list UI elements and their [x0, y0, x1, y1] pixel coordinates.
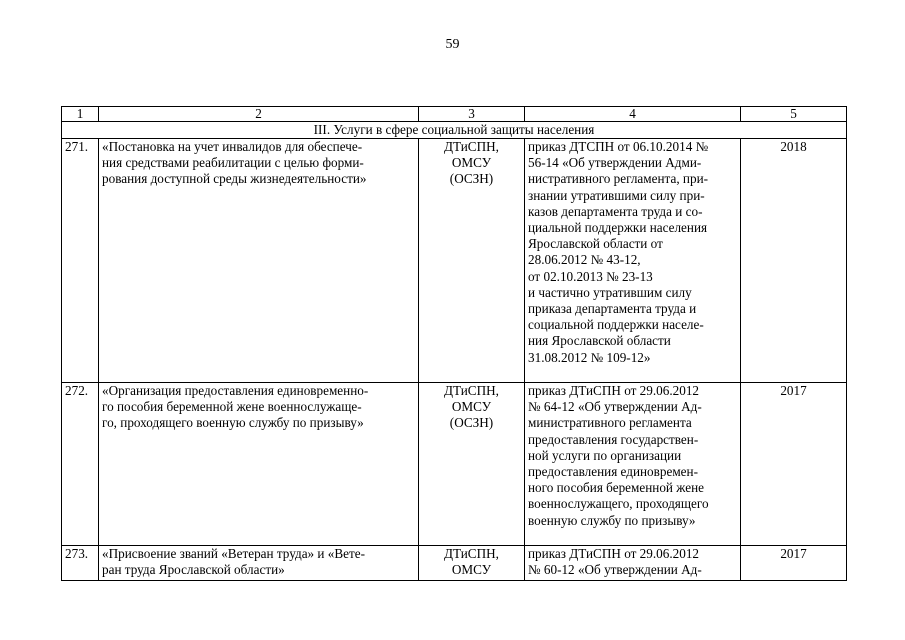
service-name-line: «Присвоение званий «Ветеран труда» и «Вете- [102, 546, 366, 561]
legal-act [525, 383, 741, 546]
authority-line: ОМСУ [451, 562, 492, 578]
table-row [62, 383, 847, 546]
authority-line: ДТиСПН, [444, 546, 499, 561]
page-number: 59 [445, 37, 460, 52]
authority-line: ОМСУ [451, 399, 492, 415]
legal-act-line: предоставления единовремен- [528, 464, 698, 480]
service-name-line: рования доступной среды жизнедеятельности» [102, 171, 367, 187]
legal-act-line: социальной поддержки населе- [528, 317, 704, 333]
legal-act-line: министративного регламента [528, 415, 692, 431]
services-table [61, 106, 847, 581]
legal-act-line: нистративного регламента, при- [528, 171, 709, 187]
legal-act-line: казов департамента труда и со- [528, 203, 703, 219]
legal-act-line: от 02.10.2013 № 23-13 [528, 268, 653, 284]
legal-act-line: Ярославской области от [528, 236, 663, 252]
service-name [99, 546, 419, 581]
service-name-line: ния средствами реабилитации с целью форми- [102, 155, 364, 171]
responsible-authority [419, 546, 525, 581]
legal-act-line: предоставления государствен- [528, 431, 699, 447]
responsible-authority [419, 139, 525, 383]
legal-act-line: приказа департамента труда и [528, 301, 697, 317]
section-row [62, 122, 847, 139]
service-name-line: го пособия беременной жене военнослужаще- [102, 399, 362, 415]
legal-act-line: приказ ДТиСПН от 29.06.2012 [528, 383, 700, 398]
authority-line: ДТиСПН, [444, 139, 499, 154]
service-name [99, 139, 419, 383]
year: 2017 [741, 383, 847, 546]
authority-line: ОМСУ [451, 155, 492, 171]
column-number: 4 [525, 107, 741, 122]
year: 2018 [741, 139, 847, 383]
authority-line: ДТиСПН, [444, 383, 499, 398]
legal-act-line: 56-14 «Об утверждении Адми- [528, 155, 702, 171]
row-number: 271. [62, 139, 99, 383]
column-number: 3 [419, 107, 525, 122]
row-number: 273. [62, 546, 99, 581]
legal-act-line: знании утратившими силу при- [528, 187, 705, 203]
legal-act-line: приказ ДТиСПН от 29.06.2012 [528, 546, 700, 561]
row-number: 272. [62, 383, 99, 546]
column-number-row [62, 107, 847, 122]
legal-act-line: ной услуги по организации [528, 447, 682, 463]
service-name-line: «Организация предоставления единовременно- [102, 383, 369, 398]
service-name [99, 383, 419, 546]
table-row [62, 546, 847, 581]
legal-act-line: № 60-12 «Об утверждении Ад- [528, 562, 702, 578]
legal-act-line: военную службу по призыву» [528, 512, 696, 528]
legal-act-line: ного пособия беременной жене [528, 480, 704, 496]
legal-act-line: военнослужащего, проходящего [528, 496, 709, 512]
service-name-line: го, проходящего военную службу по призыву» [102, 415, 364, 431]
service-name-line: ран труда Ярославской области» [102, 562, 285, 578]
legal-act-line: приказ ДТСПН от 06.10.2014 № [528, 139, 709, 154]
legal-act-line: ния Ярославской области [528, 333, 671, 349]
authority-line: (ОСЗН) [449, 171, 494, 187]
service-name-line: «Постановка на учет инвалидов для обеспече- [102, 139, 363, 154]
column-number: 1 [62, 107, 99, 122]
legal-act [525, 139, 741, 383]
legal-act-line: и частично утратившим силу [528, 284, 692, 300]
legal-act-line: 28.06.2012 № 43-12, [528, 252, 641, 268]
section-title: III. Услуги в сфере социальной защиты населения [62, 122, 847, 139]
legal-act-line: циальной поддержки населения [528, 220, 708, 236]
table-row [62, 139, 847, 383]
responsible-authority [419, 383, 525, 546]
legal-act-line: № 64-12 «Об утверждении Ад- [528, 399, 702, 415]
column-number: 5 [741, 107, 847, 122]
column-number: 2 [99, 107, 419, 122]
year: 2017 [741, 546, 847, 581]
legal-act-line: 31.08.2012 № 109-12» [528, 349, 651, 365]
authority-line: (ОСЗН) [449, 415, 494, 431]
legal-act [525, 546, 741, 581]
